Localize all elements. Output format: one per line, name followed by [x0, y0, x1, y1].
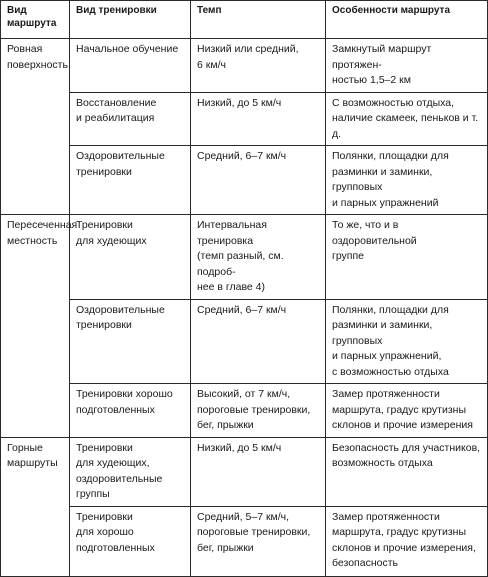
training-cell: Тренировки для худеющих — [70, 215, 191, 300]
pace-cell: Низкий, до 5 км/ч — [191, 437, 326, 506]
features-cell: Замер протяженности маршрута, градус крутизны склонов и прочие измерения — [326, 384, 488, 438]
training-cell: Тренировки хорошо подготовленных — [70, 384, 191, 438]
header-pace: Темп — [191, 1, 326, 39]
header-row — [1, 1, 488, 39]
pace-cell: Низкий, до 5 км/ч — [191, 92, 326, 146]
training-cell: Тренировки для хорошо подготовленных — [70, 506, 191, 576]
table-header — [1, 1, 488, 39]
route-type-cell: Горные маршруты — [1, 437, 70, 576]
pace-cell: Средний, 5–7 км/ч, пороговые тренировки, бег, прыжки — [191, 506, 326, 576]
features-cell: Замер протяженности маршрута, градус крутизны склонов и прочие измерения, безопасность — [326, 506, 488, 576]
table-row — [1, 437, 488, 506]
table-row — [1, 215, 488, 300]
table-row — [1, 39, 488, 93]
route-type-cell: Ровная поверхность — [1, 39, 70, 215]
table-row — [1, 299, 488, 384]
pace-cell: Высокий, от 7 км/ч, пороговые тренировки, бег, прыжки — [191, 384, 326, 438]
features-cell: Безопасность для участников, возможность отдыха — [326, 437, 488, 506]
pace-cell: Низкий или средний, 6 км/ч — [191, 39, 326, 93]
pace-cell: Средний, 6–7 км/ч — [191, 299, 326, 384]
header-route-type: Вид маршрута — [1, 1, 70, 39]
header-route-features: Особенности маршрута — [326, 1, 488, 39]
table-row — [1, 92, 488, 146]
table-row — [1, 384, 488, 438]
route-type-cell: Пересеченная местность — [1, 215, 70, 438]
training-cell: Оздоровительные тренировки — [70, 146, 191, 215]
features-cell: С возможностью отдыха, наличие скамеек, пеньков и т. д. — [326, 92, 488, 146]
table-row — [1, 506, 488, 576]
training-cell: Начальное обучение — [70, 39, 191, 93]
table-body — [1, 39, 488, 577]
pace-cell: Интервальная тренировка (темп разный, см. подроб- нее в главе 4) — [191, 215, 326, 300]
training-cell: Восстановление и реабилитация — [70, 92, 191, 146]
header-training-type: Вид тренировки — [70, 1, 191, 39]
features-cell: Замкнутый маршрут протяжен- ностью 1,5–2 км — [326, 39, 488, 93]
training-cell: Оздоровительные тренировки — [70, 299, 191, 384]
pace-cell: Средний, 6–7 км/ч — [191, 146, 326, 215]
features-cell: Полянки, площадки для разминки и заминки, групповых и парных упражнений, с возможностью отдыха — [326, 299, 488, 384]
table-row — [1, 146, 488, 215]
features-cell: Полянки, площадки для разминки и заминки, групповых и парных упражнений — [326, 146, 488, 215]
features-cell: То же, что и в оздоровительной группе — [326, 215, 488, 300]
training-cell: Тренировки для худеющих, оздоровительные группы — [70, 437, 191, 506]
